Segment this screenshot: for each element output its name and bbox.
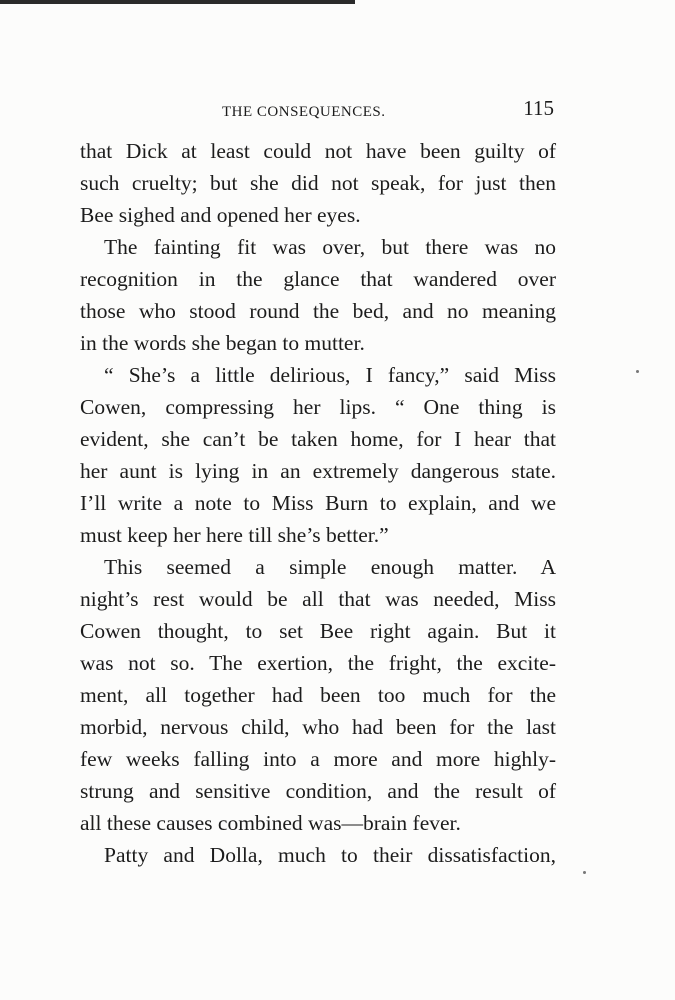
body-text: [80, 135, 556, 871]
running-title: THE CONSEQUENCES.: [222, 104, 386, 120]
text-line: morbid, nervous child, who had been for the last: [80, 715, 556, 739]
text-line: such cruelty; but she did not speak, for just then: [80, 171, 556, 195]
page-top-edge: [0, 0, 355, 4]
paper-speck: [583, 871, 586, 874]
text-line: This seemed a simple enough matter. A: [104, 555, 556, 579]
text-line: night’s rest would be all that was needed, Miss: [80, 587, 556, 611]
paper-speck: [636, 370, 639, 373]
text-line: I’ll write a note to Miss Burn to explain, and we: [80, 491, 556, 515]
text-line: “ She’s a little delirious, I fancy,” said Miss: [104, 363, 556, 387]
text-line: her aunt is lying in an extremely dangerous state.: [80, 459, 556, 483]
text-line: Patty and Dolla, much to their dissatisfaction,: [104, 843, 556, 867]
text-line: was not so. The exertion, the fright, the excite-: [80, 651, 556, 675]
text-line: ment, all together had been too much for the: [80, 683, 556, 707]
text-line: evident, she can’t be taken home, for I hear that: [80, 427, 556, 451]
text-line: Cowen, compressing her lips. “ One thing is: [80, 395, 556, 419]
text-line: Cowen thought, to set Bee right again. But it: [80, 619, 556, 643]
text-line: Bee sighed and opened her eyes.: [80, 203, 361, 227]
text-line: recognition in the glance that wandered over: [80, 267, 556, 291]
text-line: those who stood round the bed, and no meaning: [80, 299, 556, 323]
page-number: 115: [523, 96, 554, 120]
text-line: must keep her here till she’s better.”: [80, 523, 389, 547]
text-line: few weeks falling into a more and more highly-: [80, 747, 556, 771]
text-line: all these causes combined was—brain fever.: [80, 811, 461, 835]
text-line: strung and sensitive condition, and the result of: [80, 779, 556, 803]
page-header: [80, 96, 556, 126]
text-line: that Dick at least could not have been guilty of: [80, 139, 556, 163]
text-line: in the words she began to mutter.: [80, 331, 365, 355]
text-line: The fainting fit was over, but there was no: [104, 235, 556, 259]
